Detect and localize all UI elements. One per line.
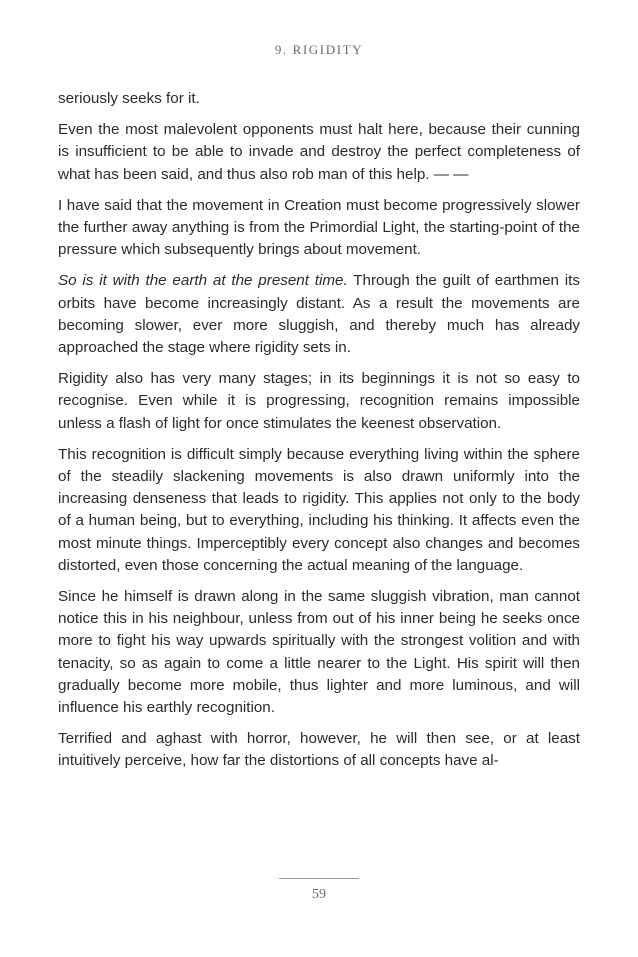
paragraph <box>58 270 580 359</box>
paragraph-text: Even the most malevolent opponents must halt here, because their cunning is insufficient to be able to invade and destroy the perfect completeness of what has been said, and thus also rob man of this help. — — <box>58 121 580 183</box>
page-body <box>58 88 580 782</box>
running-header: 9. RIGIDITY <box>274 42 364 57</box>
paragraph-text: Rigidity also has very many stages; in its beginnings it is not so easy to recognise. Even while it is progressing, recognition remains impossible unless a flash of light for once stimulates the keenest observation. <box>58 370 580 432</box>
italic-lead: So is it with the earth at the present time. <box>58 272 348 290</box>
paragraph <box>58 119 580 186</box>
paragraph-text: I have said that the movement in Creation must become progressively slower the further away anything is from the Primordial Light, the starting-point of the pressure which subsequently brings about movement. <box>58 196 580 259</box>
footer-divider <box>279 878 359 879</box>
paragraph <box>58 444 580 577</box>
paragraph <box>58 195 580 262</box>
paragraph-text: Since he himself is drawn along in the same sluggish vibration, man cannot notice this in his neighbour, unless from out of his inner being he seeks once more to fight his way upwards spiritually with the strongest volition and with tenacity, so as again to come a little nearer to the Light. His spirit will then gradually become more mobile, thus lighter and more luminous, and will influence his earthly recognition. <box>58 588 580 717</box>
paragraph <box>58 728 580 772</box>
paragraph <box>58 88 580 110</box>
paragraph-text: seriously seeks for it. <box>58 90 200 107</box>
paragraph-text: Terrified and aghast with horror, however, he will then see, or at least intuitively perceive, how far the distortions of all concepts have al- <box>58 730 580 770</box>
paragraph-text: Through the guilt of earthmen its orbits have become increasingly distant. As a result the movements are becoming slower, ever more sluggish, and thereby much has already approached the stage where rigidity sets in. <box>58 272 580 357</box>
paragraph-text: This recognition is difficult simply because everything living within the sphere of the steadily slackening movements is also drawn uniformly into the increasing denseness that leads to rigidity. This applies not only to the body of a human being, but to everything, including his thinking. It affects even the most minute things. Imperceptibly every concept also changes and becomes distorted, even those concerning the actual meaning of the language. <box>58 445 580 574</box>
paragraph <box>58 368 580 435</box>
paragraph <box>58 586 580 719</box>
page-number: 59 <box>312 887 326 902</box>
